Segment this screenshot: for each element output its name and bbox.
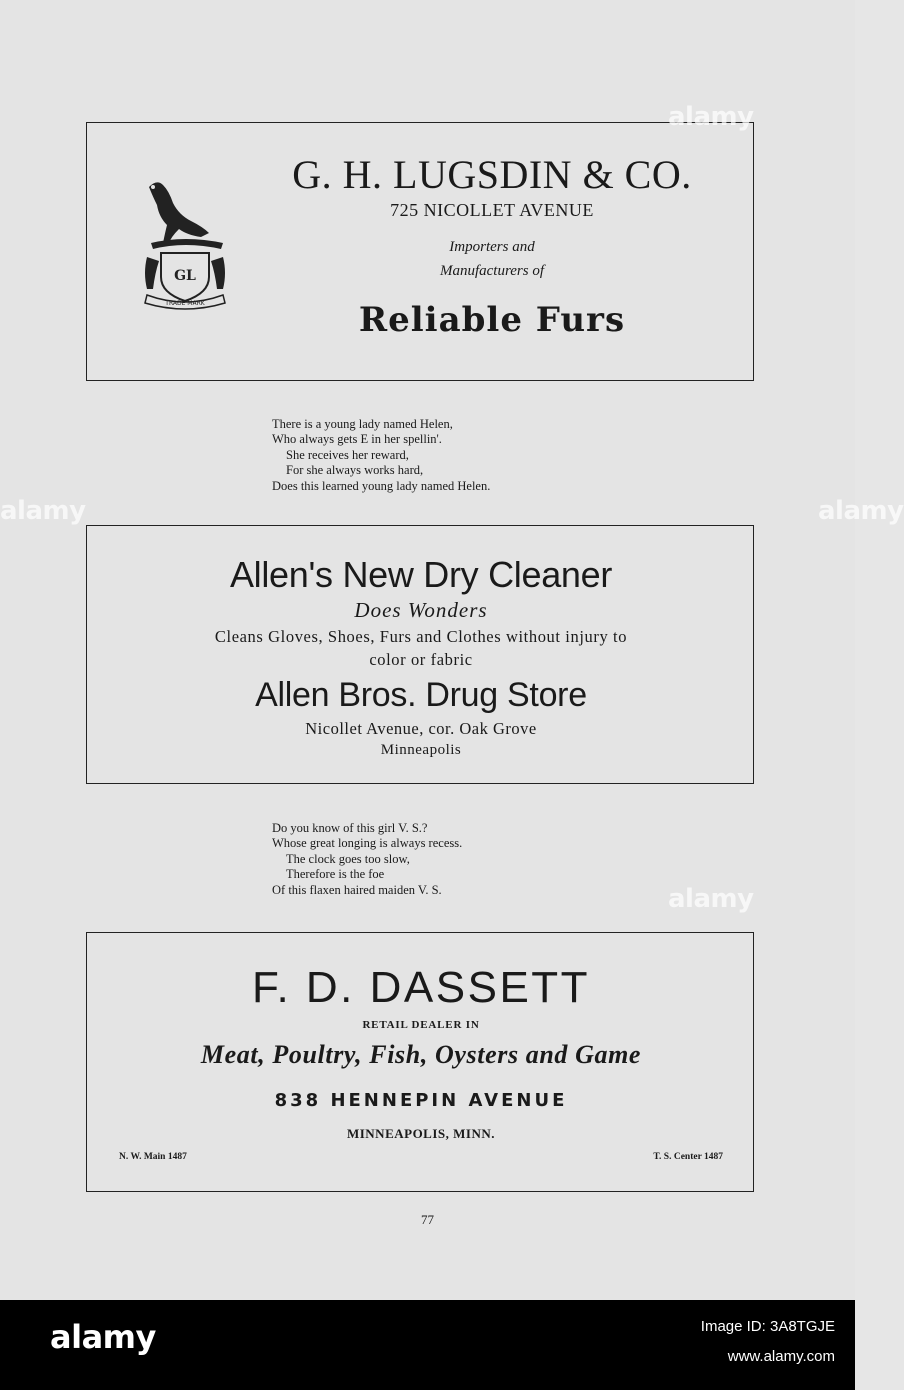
poem-line: Do you know of this girl V. S.? bbox=[272, 821, 428, 835]
poem-line: The clock goes too slow, bbox=[286, 851, 410, 866]
image-id: Image ID: 3A8TGJE bbox=[700, 1318, 835, 1335]
poem-line: Therefore is the foe bbox=[286, 867, 385, 882]
seal-trademark-logo bbox=[139, 177, 231, 313]
ad-title: Allen's New Dry Cleaner bbox=[229, 554, 613, 595]
dassett-ad bbox=[86, 932, 754, 1192]
svg-text:TRADE MARK: TRADE MARK bbox=[165, 300, 205, 307]
lugsdin-ad bbox=[86, 122, 754, 381]
product-heading: Reliable Furs bbox=[358, 300, 626, 340]
limerick-vs bbox=[272, 821, 462, 898]
company-address: 725 NICOLLET AVENUE bbox=[390, 200, 594, 220]
poem-line: For she always works hard, bbox=[286, 463, 424, 478]
watermark: alamy bbox=[668, 884, 754, 914]
dealer-address: 838 HENNEPIN AVENUE bbox=[274, 1090, 568, 1111]
store-name: Allen Bros. Drug Store bbox=[255, 676, 587, 714]
tagline-line-1: Importers and bbox=[449, 239, 535, 255]
dealer-role: RETAIL DEALER IN bbox=[362, 1019, 480, 1031]
phone-nw: N. W. Main 1487 bbox=[119, 1152, 187, 1162]
ad-slogan: Does Wonders bbox=[354, 598, 488, 622]
dealer-products: Meat, Poultry, Fish, Oysters and Game bbox=[200, 1040, 642, 1069]
poem-line: Whose great longing is always recess. bbox=[272, 836, 463, 851]
watermark: alamy bbox=[818, 496, 904, 526]
poem-line: Who always gets E in her spellin'. bbox=[272, 432, 442, 447]
store-city: Minneapolis bbox=[380, 742, 462, 758]
dealer-city: MINNEAPOLIS, MINN. bbox=[346, 1126, 496, 1141]
watermark: alamy bbox=[0, 496, 86, 526]
stock-footer-bar bbox=[0, 1300, 855, 1390]
poem-line: Of this flaxen haired maiden V. S. bbox=[272, 882, 442, 897]
svg-text:GL: GL bbox=[174, 268, 196, 284]
watermark: alamy bbox=[668, 102, 754, 132]
company-name: G. H. LUGSDIN & CO. bbox=[292, 152, 692, 197]
store-address: Nicollet Avenue, cor. Oak Grove bbox=[305, 719, 537, 738]
poem-line: Does this learned young lady named Helen. bbox=[272, 478, 491, 493]
phone-ts: T. S. Center 1487 bbox=[653, 1152, 723, 1162]
dealer-name: F. D. DASSETT bbox=[251, 963, 591, 1012]
allen-ad bbox=[86, 525, 754, 784]
poem-line: She receives her reward, bbox=[286, 447, 409, 462]
ad-description-line-2: color or fabric bbox=[369, 650, 473, 669]
ad-description-line-1: Cleans Gloves, Shoes, Furs and Clothes without injury to bbox=[214, 627, 628, 646]
tagline-line-2: Manufacturers of bbox=[439, 263, 545, 279]
brand-logo: alamy bbox=[50, 1318, 156, 1356]
page-number: 77 bbox=[421, 1212, 434, 1227]
limerick-helen bbox=[272, 417, 490, 494]
poem-line: There is a young lady named Helen, bbox=[272, 417, 453, 431]
site-url: www.alamy.com bbox=[727, 1348, 835, 1365]
